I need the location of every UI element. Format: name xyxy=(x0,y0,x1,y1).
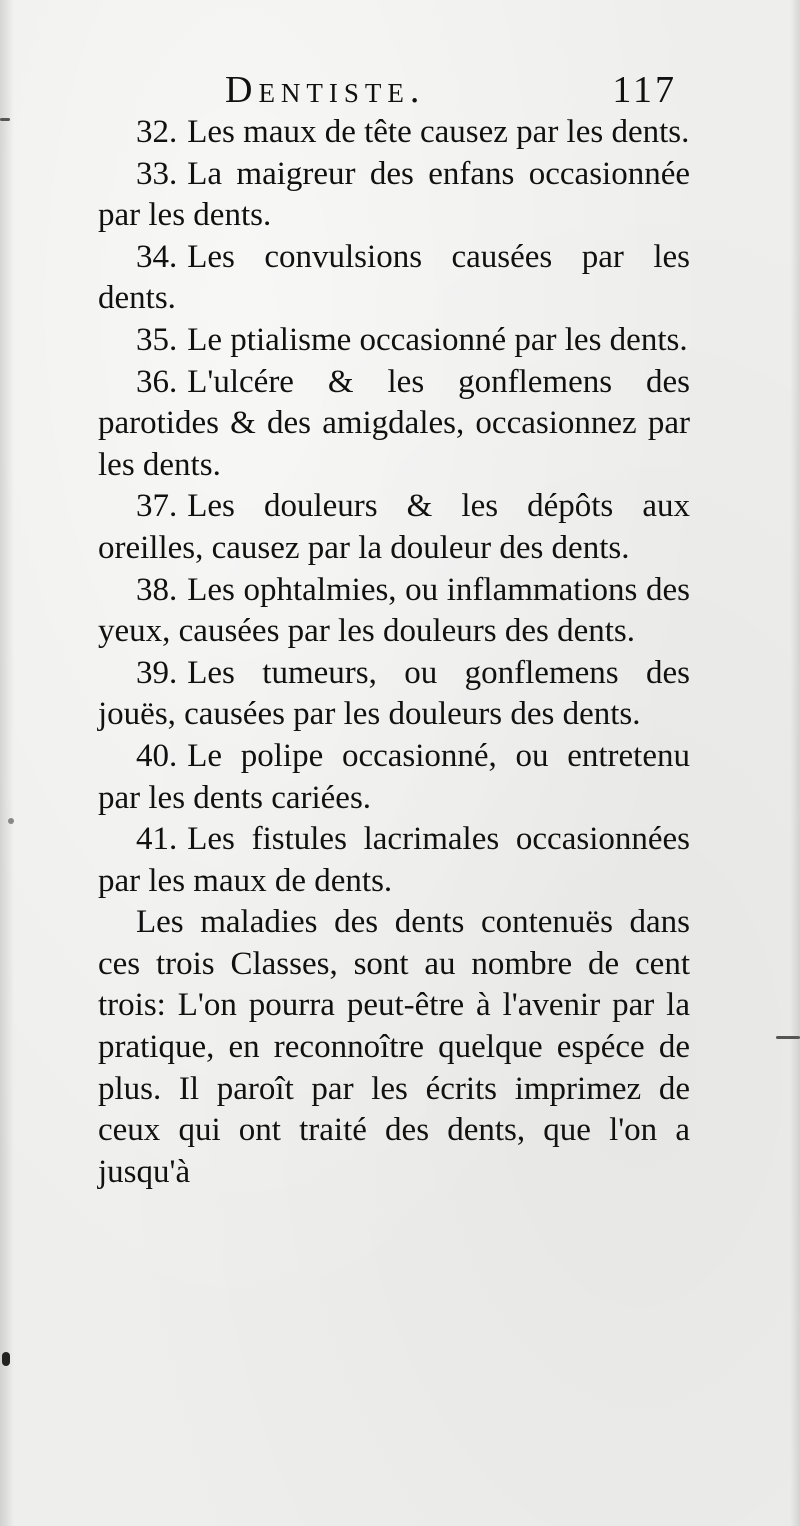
ink-speck xyxy=(776,1036,800,1039)
list-item xyxy=(98,112,690,154)
list-item xyxy=(98,736,690,819)
list-item xyxy=(98,570,690,653)
item-number: 34. xyxy=(136,238,178,275)
item-number: 32. xyxy=(136,114,178,150)
running-title: Dentiste. xyxy=(225,69,426,111)
item-number: 33. xyxy=(136,155,178,192)
item-number: 39. xyxy=(136,654,178,691)
list-item xyxy=(98,237,690,320)
list-item xyxy=(98,362,690,487)
list-item xyxy=(98,819,690,902)
item-number: 37. xyxy=(136,488,178,525)
item-text: Les tumeurs, ou gonflemens des jouës, causées par les douleurs des dents. xyxy=(98,654,690,733)
ink-speck xyxy=(8,818,14,824)
item-text: Le ptialisme occasionné par les dents. xyxy=(187,321,688,358)
list-item xyxy=(98,320,690,362)
ink-speck xyxy=(2,1352,10,1366)
ink-speck xyxy=(0,118,10,121)
page-edge-shadow xyxy=(790,0,800,1526)
list-item xyxy=(98,486,690,569)
item-text: Le polipe occasionné, ou entretenu par les dents cariées. xyxy=(98,737,690,816)
item-text: L'ulcére & les gonflemens des parotides & des amigdales, occasionnez par les dents. xyxy=(98,363,690,483)
closing-paragraph: Les maladies des dents contenuës dans ces trois Classes, sont au nombre de cent trois: L'on pourra peut-être à l'avenir par la pratique, en reconnoître quelque espéce de plus. Il paroît par les écrits imprimez de ceux qui ont traité des dents, que l'on a jusqu'à xyxy=(98,904,690,1190)
page-number: 117 xyxy=(612,69,677,111)
item-number: 35. xyxy=(136,321,178,358)
item-text: Les convulsions causées par les dents. xyxy=(98,238,690,317)
item-text: La maigreur des enfans occasionnée par les dents. xyxy=(98,155,690,234)
item-text: Les maux de tête causez par les dents. xyxy=(187,114,690,150)
item-number: 40. xyxy=(136,737,178,774)
item-text: Les ophtalmies, ou inflammations des yeux, causées par les douleurs des dents. xyxy=(98,571,690,650)
item-number: 38. xyxy=(136,571,178,608)
item-text: Les fistules lacrimales occasionnées par les maux de dents. xyxy=(98,821,690,899)
item-number: 36. xyxy=(136,363,178,400)
page-body xyxy=(98,112,690,1193)
item-number: 41. xyxy=(136,821,178,858)
list-item xyxy=(98,653,690,736)
list-item xyxy=(98,154,690,237)
running-header xyxy=(225,68,685,116)
item-text: Les douleurs & les dépôts aux oreilles, causez par la douleur des dents. xyxy=(98,488,690,566)
page-gutter-shadow xyxy=(0,0,14,1526)
